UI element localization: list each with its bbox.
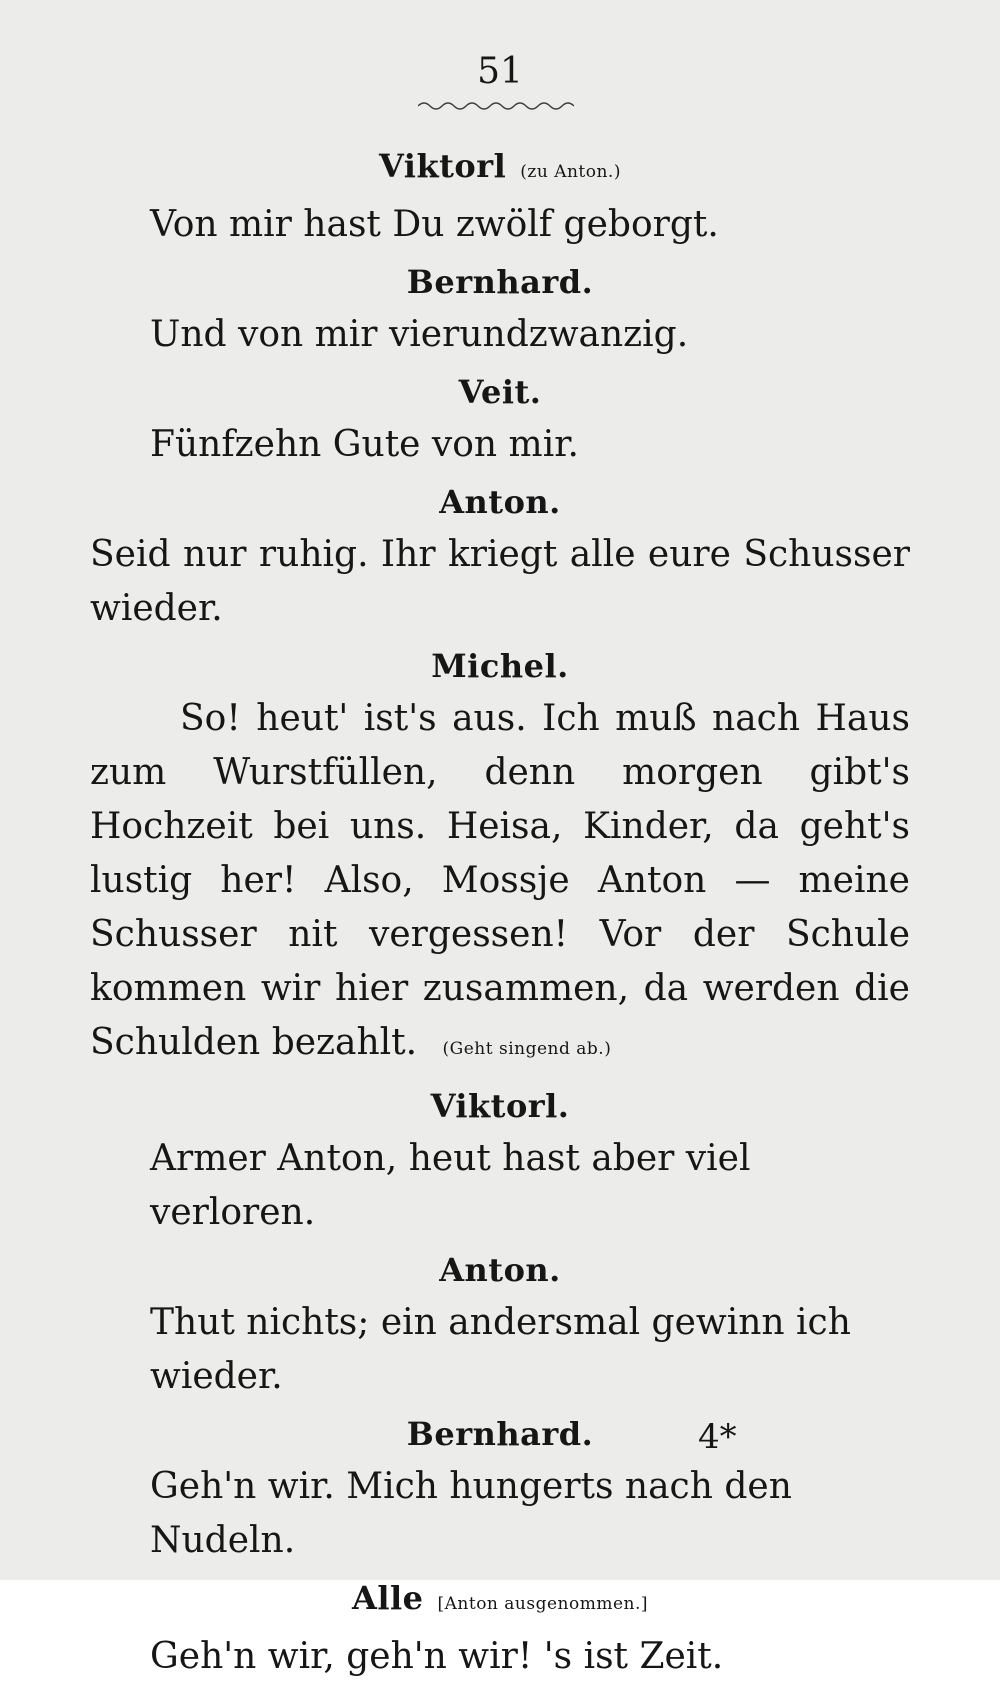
speaker-heading: [90, 640, 910, 692]
dialogue-line: [90, 692, 910, 1076]
speaker-heading: [90, 1244, 910, 1296]
header-ornament: [418, 98, 574, 110]
dialogue-line: Fünfzehn Gute von mir.: [150, 424, 579, 465]
speaker-heading: [90, 1572, 910, 1630]
page-number: 51: [477, 51, 523, 92]
speaker-name: Viktorl: [379, 147, 507, 185]
speaker-name: Veit.: [458, 373, 542, 411]
speaker-heading: [90, 476, 910, 528]
dialogue-body: [90, 140, 910, 1688]
dialogue-line: Von mir hast Du zwölf geborgt.: [150, 204, 719, 245]
dialogue-line: Thut nichts; ein andersmal gewinn ich wieder.: [150, 1302, 851, 1397]
dialogue-text: So! heut' ist's aus. Ich muß nach Haus zum Wurstfüllen, denn morgen gibt's Hochzeit bei uns. Heisa, Kinder, da geht's lustig her! Also, Mossje Anton — meine Schusser nit vergessen! Vor der Schule kommen wir hier zusammen, da werden die Schulden bezahlt.: [90, 698, 910, 1063]
dialogue-line: Geh'n wir. Mich hungerts nach den Nudeln.: [150, 1466, 792, 1561]
stage-direction: [Anton ausgenommen.]: [437, 1594, 648, 1614]
dialogue-line: Und von mir vierundzwanzig.: [150, 314, 689, 355]
speaker-name: Michel.: [431, 647, 569, 685]
dialogue-line: Geh'n wir, geh'n wir! 's ist Zeit.: [150, 1636, 724, 1677]
speaker-name: Anton.: [439, 1251, 561, 1289]
speaker-name: Alle: [352, 1579, 424, 1617]
stage-direction: (zu Anton.): [520, 162, 621, 182]
dialogue-line: Seid nur ruhig. Ihr kriegt alle eure Schusser wieder.: [90, 534, 910, 629]
signature-mark: 4*: [698, 1417, 737, 1457]
speaker-name: Viktorl.: [430, 1087, 570, 1125]
stage-direction: (Geht singend ab.): [442, 1039, 612, 1059]
speaker-heading: [90, 256, 910, 308]
speaker-name: Bernhard.: [406, 1415, 594, 1453]
speaker-heading: [90, 366, 910, 418]
speaker-heading: [90, 140, 910, 198]
speaker-name: Bernhard.: [406, 263, 594, 301]
speaker-name: Anton.: [439, 483, 561, 521]
speaker-heading: [90, 1408, 910, 1460]
dialogue-line: Armer Anton, heut hast aber viel verloren.: [150, 1138, 751, 1233]
speaker-heading: [90, 1080, 910, 1132]
